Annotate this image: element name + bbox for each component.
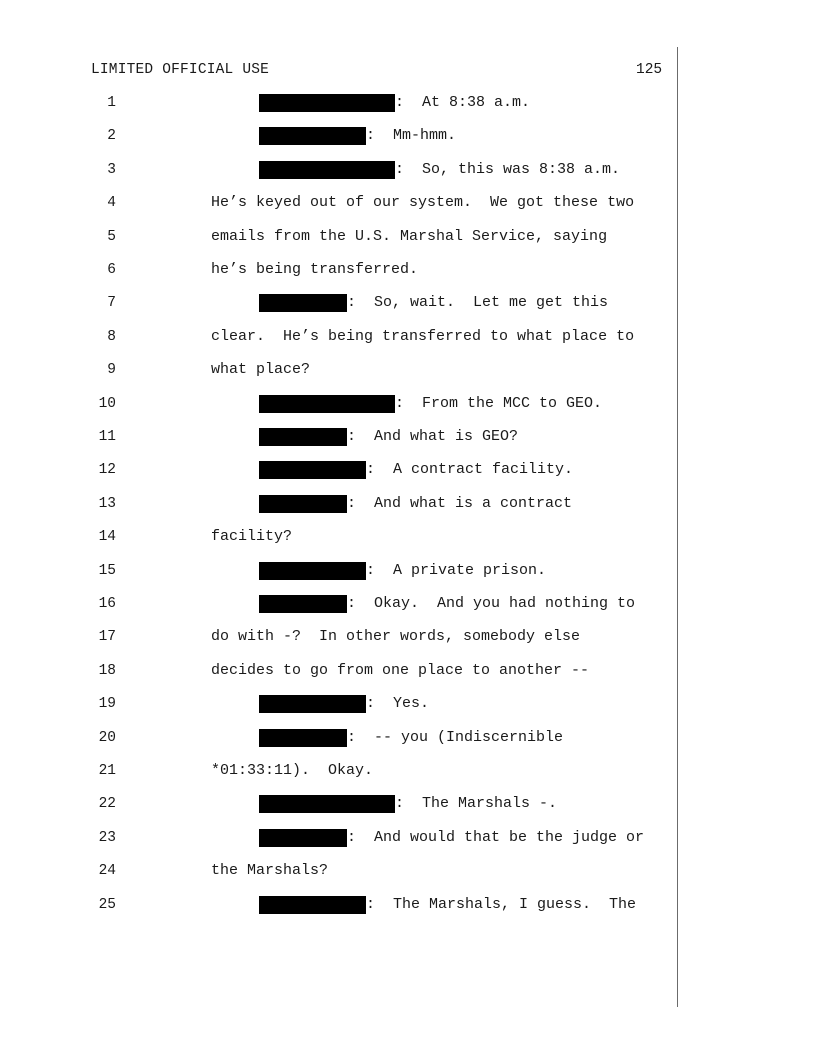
line-number: 9 <box>107 362 116 379</box>
line-number: 20 <box>98 729 116 746</box>
transcript-line <box>0 728 816 748</box>
transcript-line <box>0 427 816 447</box>
transcript-line <box>0 527 816 547</box>
line-number: 8 <box>107 328 116 345</box>
line-text: : At 8:38 a.m. <box>395 94 531 111</box>
transcript-line <box>0 160 816 180</box>
redaction-box <box>259 461 366 479</box>
redaction-box <box>259 729 347 747</box>
transcript-line <box>0 694 816 714</box>
line-number: 18 <box>98 662 116 679</box>
line-text: : And would that be the judge or <box>347 828 645 846</box>
transcript-line <box>0 327 816 347</box>
line-text: : A contract facility. <box>366 461 574 479</box>
line-text: He’s keyed out of our system. We got these two <box>211 194 635 212</box>
line-text: clear. He’s being transferred to what place to <box>211 327 635 345</box>
line-text: what place? <box>211 361 311 379</box>
line-text: : A private prison. <box>366 561 547 579</box>
line-number: 16 <box>98 596 116 612</box>
redaction-box <box>259 395 395 413</box>
redaction-box <box>259 795 395 813</box>
transcript-line <box>0 93 816 113</box>
line-text: : -- you (Indiscernible <box>347 728 564 746</box>
line-number: 2 <box>107 128 116 145</box>
line-text: do with -? In other words, somebody else <box>211 628 581 646</box>
classification-header: LIMITED OFFICIAL USE <box>91 62 270 78</box>
line-number: 6 <box>107 262 116 278</box>
redaction-box <box>259 127 366 145</box>
redaction-box <box>259 595 347 613</box>
transcript-line <box>0 227 816 247</box>
line-text: : From the MCC to GEO. <box>395 394 603 412</box>
transcript-line <box>0 828 816 848</box>
line-number: 14 <box>98 529 116 546</box>
transcript-line <box>0 126 816 146</box>
redaction-box <box>259 161 395 179</box>
transcript-line <box>0 360 816 380</box>
line-text: *01:33:11). Okay. <box>211 762 374 779</box>
transcript-line <box>0 594 816 614</box>
line-number: 22 <box>98 796 116 813</box>
line-number: 12 <box>98 462 116 479</box>
redaction-box <box>259 829 347 847</box>
redaction-box <box>259 695 366 713</box>
redaction-box <box>259 294 347 312</box>
line-number: 19 <box>98 696 116 713</box>
line-text: : Okay. And you had nothing to <box>347 595 636 612</box>
line-text: emails from the U.S. Marshal Service, saying <box>211 227 608 245</box>
transcript-line <box>0 627 816 647</box>
line-number: 24 <box>98 863 116 880</box>
transcript-line <box>0 193 816 213</box>
line-number: 13 <box>98 495 116 512</box>
transcript-line <box>0 761 816 781</box>
transcript-line <box>0 794 816 814</box>
transcript-line <box>0 293 816 313</box>
redaction-box <box>259 562 366 580</box>
transcript-line <box>0 260 816 280</box>
transcript-line <box>0 394 816 414</box>
line-text: he’s being transferred. <box>211 261 419 278</box>
line-text: : Mm-hmm. <box>366 127 457 145</box>
transcript-line <box>0 460 816 480</box>
transcript-line <box>0 661 816 681</box>
transcript-line <box>0 861 816 881</box>
line-text: : So, wait. Let me get this <box>347 294 609 312</box>
line-text: : The Marshals -. <box>395 795 558 813</box>
line-text: the Marshals? <box>211 862 329 880</box>
line-number: 25 <box>98 896 116 913</box>
page-number: 125 <box>636 62 663 78</box>
line-number: 4 <box>107 195 116 212</box>
transcript-line <box>0 494 816 514</box>
transcript-line <box>0 895 816 915</box>
line-number: 5 <box>107 228 116 245</box>
redaction-box <box>259 495 347 513</box>
line-text: : The Marshals, I guess. The <box>366 895 637 913</box>
line-text: : And what is a contract <box>347 494 573 512</box>
line-number: 10 <box>98 395 116 412</box>
redaction-box <box>259 896 366 914</box>
redaction-box <box>259 428 347 446</box>
line-number: 1 <box>107 95 116 111</box>
line-number: 3 <box>107 161 116 178</box>
line-text: : Yes. <box>366 695 430 713</box>
line-text: facility? <box>211 528 293 546</box>
line-text: decides to go from one place to another -- <box>211 661 590 679</box>
line-number: 11 <box>98 429 116 445</box>
line-text: : And what is GEO? <box>347 428 519 445</box>
line-number: 23 <box>98 829 116 846</box>
line-number: 17 <box>98 629 116 646</box>
redaction-box <box>259 94 395 112</box>
line-text: : So, this was 8:38 a.m. <box>395 160 621 178</box>
line-number: 21 <box>98 763 116 779</box>
transcript-line <box>0 561 816 581</box>
line-number: 7 <box>107 295 116 312</box>
line-number: 15 <box>98 562 116 579</box>
